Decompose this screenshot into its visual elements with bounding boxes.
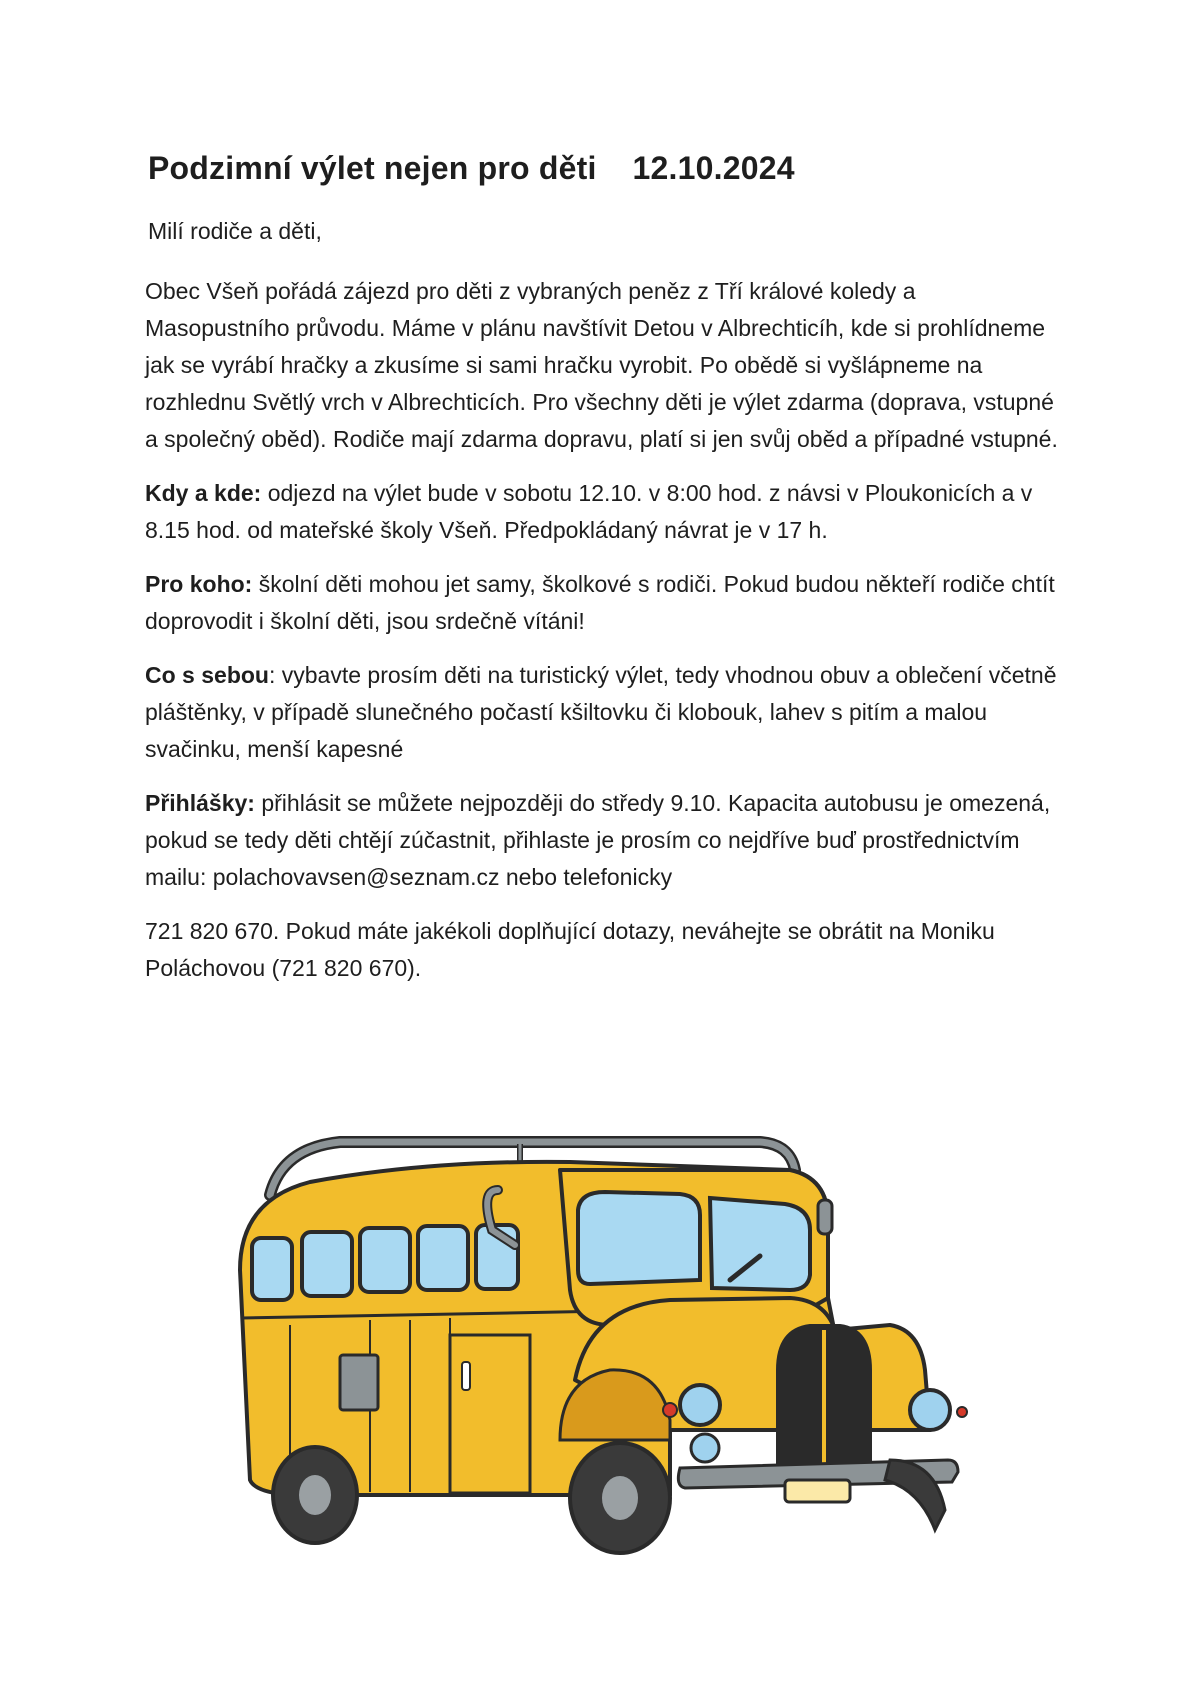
fog-light — [691, 1434, 719, 1462]
bring-label: Co s sebou — [145, 662, 269, 688]
intro-paragraph: Obec Všeň pořádá zájezd pro děti z vybraných peněz z Tří králové koledy a Masopustního průvodu. Máme v plánu navštívit Detou v Albrechticíh, kde si prohlídneme jak se vyrábí hračky a zkusíme si sami hračku vyrobit. Po obědě si vyšlápneme na rozhlednu Světlý vrch v Albrechticích. Pro všechny děti je výlet zdarma (doprava, vstupné a společný oběd). Rodiče mají zdarma dopravu, platí si jen svůj oběd a případné vstupné. — [145, 278, 1058, 452]
bring-paragraph — [145, 657, 1065, 768]
bus-window — [418, 1226, 468, 1290]
signup-paragraph — [145, 785, 1065, 896]
event-date: 12.10.2024 — [632, 150, 795, 186]
mirror — [818, 1200, 832, 1234]
bus-window — [360, 1228, 410, 1292]
who-paragraph — [145, 566, 1065, 640]
bus-window — [302, 1232, 352, 1296]
door-window — [340, 1355, 378, 1410]
door-handle — [462, 1362, 470, 1390]
signup-text: přihlásit se můžete nejpozději do středy 9.10. Kapacita autobusu je omezená, pokud se tedy děti chtějí zúčastnit, přihlaste je prosím co nejdříve buď prostřednictvím mailu: polachovavsen@seznam.cz nebo telefonicky — [145, 790, 1051, 890]
contact-paragraph: 721 820 670. Pokud máte jakékoli doplňující dotazy, neváhejte se obrátit na Moniku Poláchovou (721 820 670). — [145, 918, 995, 981]
bus-window — [252, 1238, 292, 1300]
headlight — [680, 1385, 720, 1425]
title-text: Podzimní výlet nejen pro děti — [148, 150, 597, 186]
when-paragraph — [145, 475, 1065, 549]
headlight — [910, 1390, 950, 1430]
letter-body — [145, 273, 1065, 1004]
bring-text: : vybavte prosím děti na turistický výlet, tedy vhodnou obuv a oblečení včetně pláštěnky, v případě slunečného počastí kšiltovku či klobouk, lahev s pitím a malou svačinku, menší kapesné — [145, 662, 1057, 762]
windshield — [578, 1192, 700, 1284]
school-bus-icon — [230, 1130, 1010, 1560]
when-label: Kdy a kde: — [145, 480, 262, 506]
page-title — [148, 150, 795, 187]
who-text: školní děti mohou jet samy, školkové s rodiči. Pokud budou někteří rodiče chtít doprovodit i školní děti, jsou srdečně vítáni! — [145, 571, 1055, 634]
license-plate — [785, 1480, 850, 1502]
windshield — [710, 1198, 810, 1290]
greeting: Milí rodiče a děti, — [148, 218, 322, 244]
who-label: Pro koho: — [145, 571, 253, 597]
when-text: odjezd na výlet bude v sobotu 12.10. v 8:00 hod. z návsi v Ploukonicích a v 8.15 hod. od mateřské školy Všeň. Předpokládaný návrat je v 17 h. — [145, 480, 1033, 543]
signup-label: Přihlášky: — [145, 790, 255, 816]
